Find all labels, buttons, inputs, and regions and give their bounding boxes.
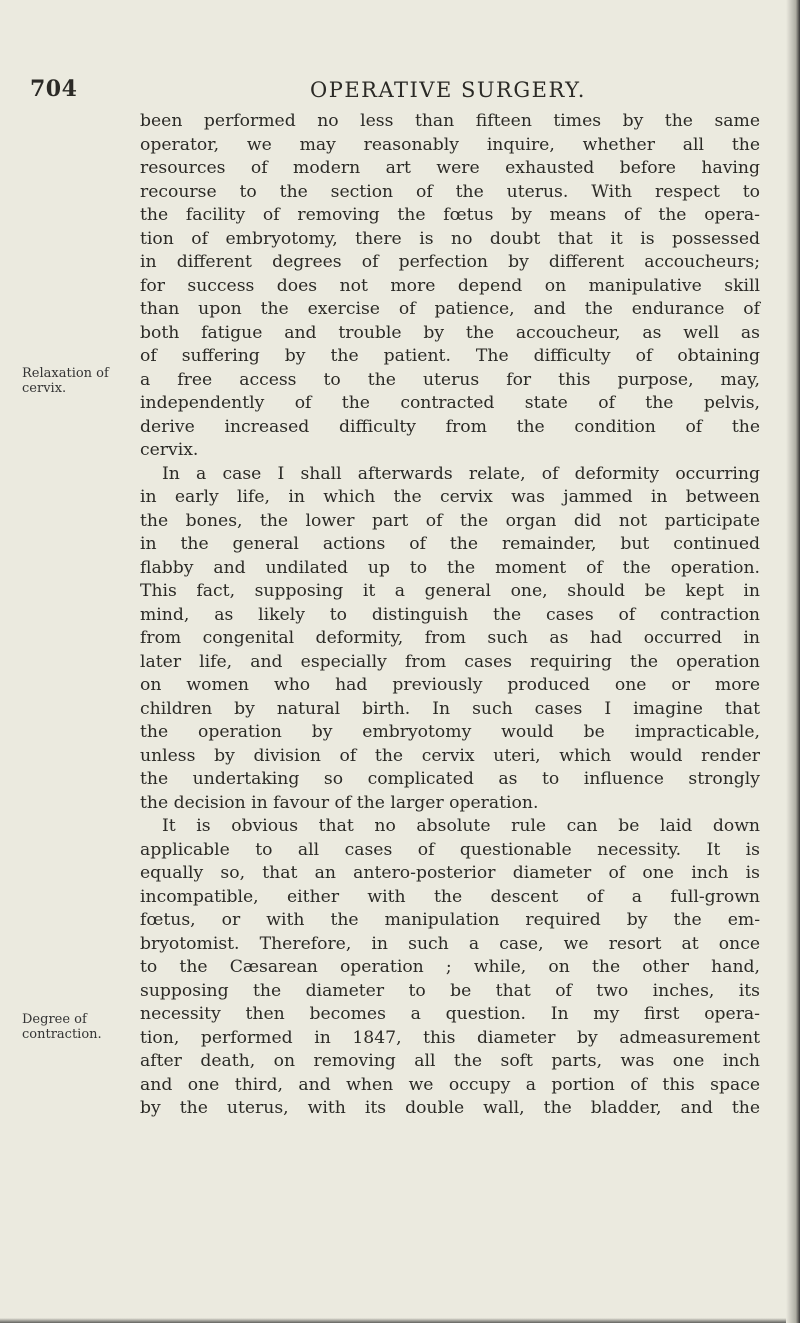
text-line: of suffering by the patient. The difficulty of obtaining	[140, 346, 760, 366]
text-line: a free access to the uterus for this purpose, may,	[140, 369, 760, 390]
text-line: necessity then becomes a question. In my first opera-	[140, 1004, 760, 1024]
text-line: after death, on removing all the soft parts, was one inch	[140, 1051, 760, 1071]
text-line: on women who had previously produced one or more	[140, 675, 760, 695]
text-line: independently of the contracted state of the pelvis,	[140, 393, 760, 413]
margin-note-relaxation: Relaxation of cervix.	[22, 366, 109, 396]
text-line: This fact, supposing it a general one, should be kept in	[140, 581, 760, 601]
text-line: and one third, and when we occupy a portion of this space	[140, 1074, 760, 1095]
text-line: children by natural birth. In such cases I imagine that	[140, 698, 760, 719]
text-line: tion of embryotomy, there is no doubt that it is possessed	[140, 228, 760, 249]
text-line: in early life, in which the cervix was jammed in between	[140, 487, 760, 507]
text-line: derive increased difficulty from the condition of the	[140, 416, 760, 437]
text-line: fœtus, or with the manipulation required by the em-	[140, 910, 760, 930]
text-line: In a case I shall afterwards relate, of deformity occurring	[162, 463, 760, 484]
text-line: later life, and especially from cases requiring the operation	[140, 651, 760, 672]
text-line: mind, as likely to distinguish the cases of contraction	[140, 604, 760, 625]
text-line: cervix.	[140, 440, 199, 460]
text-line: recourse to the section of the uterus. With respect to	[140, 181, 760, 202]
text-line: in different degrees of perfection by different accoucheurs;	[140, 252, 760, 272]
text-line: in the general actions of the remainder, but continued	[140, 534, 760, 554]
text-line: the undertaking so complicated as to influence strongly	[140, 769, 760, 789]
text-line: tion, performed in 1847, this diameter by admeasurement	[140, 1027, 760, 1048]
text-line: than upon the exercise of patience, and the endurance of	[140, 299, 760, 319]
text-line: applicable to all cases of questionable necessity. It is	[140, 839, 760, 860]
text-line: by the uterus, with its double wall, the bladder, and the	[140, 1098, 760, 1118]
text-line: the facility of removing the fœtus by means of the opera-	[140, 205, 760, 225]
running-title: OPERATIVE SURGERY.	[310, 78, 586, 102]
text-line: the operation by embryotomy would be impracticable,	[140, 722, 760, 742]
text-line: operator, we may reasonably inquire, whether all the	[140, 134, 760, 155]
margin-note-degree: Degree of contraction.	[22, 1012, 102, 1042]
text-line: unless by division of the cervix uteri, which would render	[140, 745, 760, 766]
text-line: been performed no less than fifteen times by the same	[140, 111, 760, 131]
text-line: bryotomist. Therefore, in such a case, we resort at once	[140, 933, 760, 954]
text-line: resources of modern art were exhausted before having	[140, 158, 760, 178]
text-line: the bones, the lower part of the organ did not participate	[140, 510, 760, 531]
text-line: equally so, that an antero-posterior diameter of one inch is	[140, 863, 760, 883]
text-line: supposing the diameter to be that of two inches, its	[140, 980, 760, 1001]
text-line: the decision in favour of the larger operation.	[140, 792, 539, 813]
body-text	[140, 110, 760, 1121]
text-line: incompatible, either with the descent of a full-grown	[140, 886, 760, 907]
text-line: flabby and undilated up to the moment of the operation.	[140, 557, 760, 578]
text-line: to the Cæsarean operation ; while, on the other hand,	[140, 957, 760, 977]
text-line: from congenital deformity, from such as had occurred in	[140, 628, 760, 648]
page-bottom-edge	[0, 1318, 786, 1323]
page-edge-shadow	[786, 0, 800, 1323]
text-line: It is obvious that no absolute rule can be laid down	[162, 816, 760, 836]
text-line: for success does not more depend on manipulative skill	[140, 275, 760, 296]
page-number: 704	[30, 76, 78, 102]
text-line: both fatigue and trouble by the accoucheur, as well as	[140, 322, 760, 343]
